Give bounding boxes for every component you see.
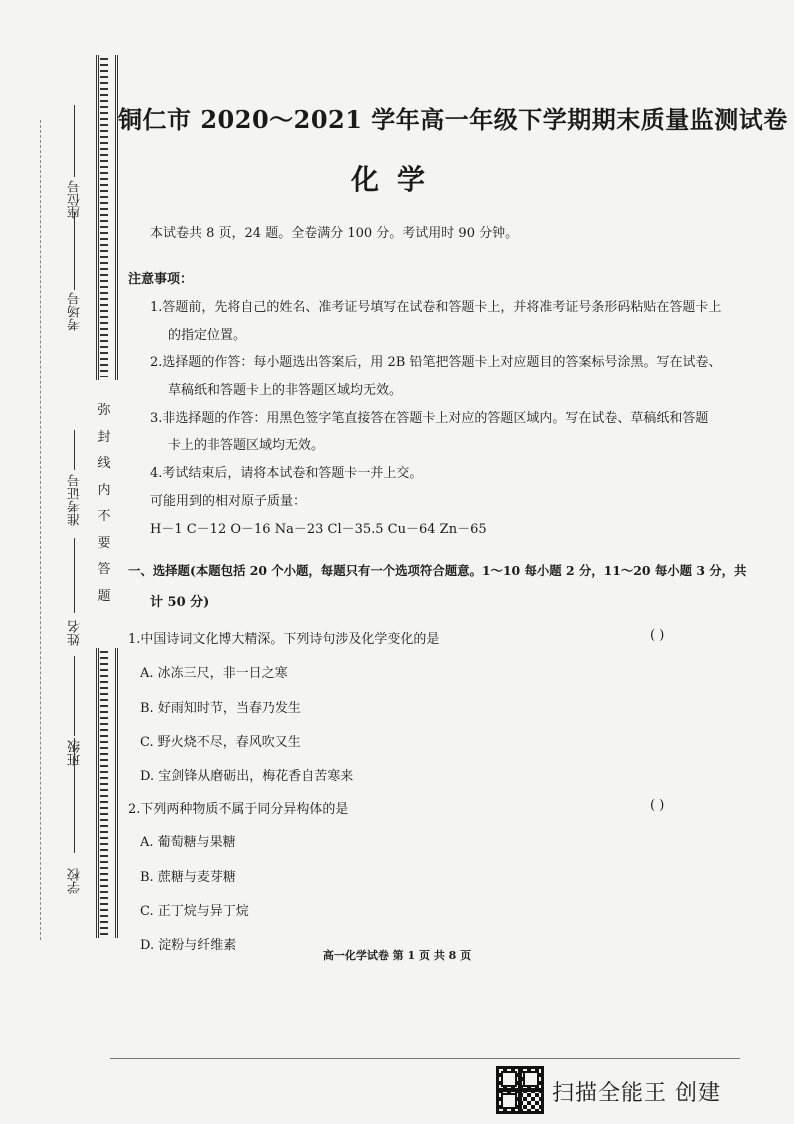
notice-heading: 注意事项： — [128, 272, 194, 287]
question-option: B. 好雨知时节，当春乃发生 — [140, 701, 301, 716]
page-number: 高一化学试卷 第 1 页 共 8 页 — [322, 949, 472, 962]
exam-intro: 本试卷共 8 页，24 题。全卷满分 100 分。考试用时 90 分钟。 — [150, 226, 519, 241]
scanner-watermark: 扫描全能王 创建 — [552, 1081, 721, 1106]
exam-title: 铜仁市 2020～2021 学年高一年级下学期期末质量监测试卷 — [118, 105, 788, 134]
seal-char: 题 — [97, 588, 111, 604]
question-option: B. 蔗糖与麦芽糖 — [140, 870, 236, 885]
notice-line: 的指定位置。 — [168, 328, 247, 343]
field-name-line[interactable] — [74, 538, 75, 613]
bottom-rule — [110, 1058, 740, 1059]
seal-char: 答 — [97, 562, 111, 577]
qr-code-icon — [496, 1066, 544, 1114]
field-exam-id-label: 准考证号 — [68, 474, 83, 526]
atomic-mass-label: 可能用到的相对原子质量： — [150, 494, 307, 509]
notice-line: 草稿纸和答题卡上的非答题区域均无效。 — [168, 383, 403, 398]
atomic-mass-values: H－1 C－12 O－16 Na－23 Cl－35.5 Cu－64 Zn－65 — [150, 522, 487, 537]
binding-cut-line — [40, 120, 41, 940]
notice-line: 卡上的非答题区域均无效。 — [168, 438, 325, 453]
seal-warning — [96, 398, 112, 610]
seal-char: 封 — [97, 429, 111, 445]
field-name-label: 姓名 — [68, 620, 83, 646]
decorative-pattern-bottom — [100, 651, 108, 935]
field-room-label: 考场号 — [68, 292, 83, 331]
field-class-label: 班级 — [68, 740, 83, 766]
question-stem: 1.中国诗词文化博大精深。下列诗句涉及化学变化的是 — [128, 632, 440, 647]
notice-line: 1.答题前，先将自己的姓名、准考证号填写在试卷和答题卡上，并将准考证号条形码粘贴在答题卡上 — [150, 300, 722, 315]
question-option: C. 野火烧不尽，春风吹又生 — [140, 735, 301, 750]
notice-line: 3.非选择题的作答：用黑色签字笔直接答在答题卡上对应的答题区域内。写在试卷、草稿纸和答题 — [150, 411, 709, 426]
question-stem: 2.下列两种物质不属于同分异构体的是 — [128, 802, 349, 817]
question-option: A. 冰冻三尺，非一日之寒 — [140, 666, 288, 681]
field-class-line[interactable] — [74, 656, 75, 736]
question-option: D. 淀粉与纤维素 — [140, 938, 237, 953]
section-heading-cont: 计 50 分) — [150, 595, 210, 610]
seal-char: 不 — [97, 509, 111, 524]
question-option: A. 葡萄糖与果糖 — [140, 835, 236, 850]
answer-paren: ( ) — [650, 628, 665, 643]
field-school-label: 学校 — [68, 868, 83, 894]
notice-line: 4.考试结束后，请将本试卷和答题卡一并上交。 — [150, 466, 423, 481]
question-option: C. 正丁烷与异丁烷 — [140, 904, 249, 919]
question-option: D. 宝剑锋从磨砺出，梅花香自苦寒来 — [140, 769, 354, 784]
seal-char: 内 — [97, 482, 111, 498]
section-heading: 一、选择题(本题包括 20 个小题，每题只有一个选项符合题意。1～10 每小题 2 分，11～20 每小题 3 分，共 — [128, 563, 747, 578]
field-room-line[interactable] — [74, 212, 75, 290]
seal-char: 线 — [97, 456, 111, 471]
answer-paren: ( ) — [650, 798, 665, 813]
notice-line: 2.选择题的作答：每小题选出答案后，用 2B 铅笔把答题卡上对应题目的答案标号涂黑。写在试卷、 — [150, 355, 722, 370]
field-exam-id-line[interactable] — [74, 430, 75, 470]
subject-title: 化学 — [350, 163, 443, 196]
decorative-pattern-top — [100, 58, 108, 377]
seal-char: 弥 — [97, 403, 111, 418]
seal-char: 要 — [97, 535, 111, 551]
field-seat-label: 座位号 — [68, 180, 83, 219]
